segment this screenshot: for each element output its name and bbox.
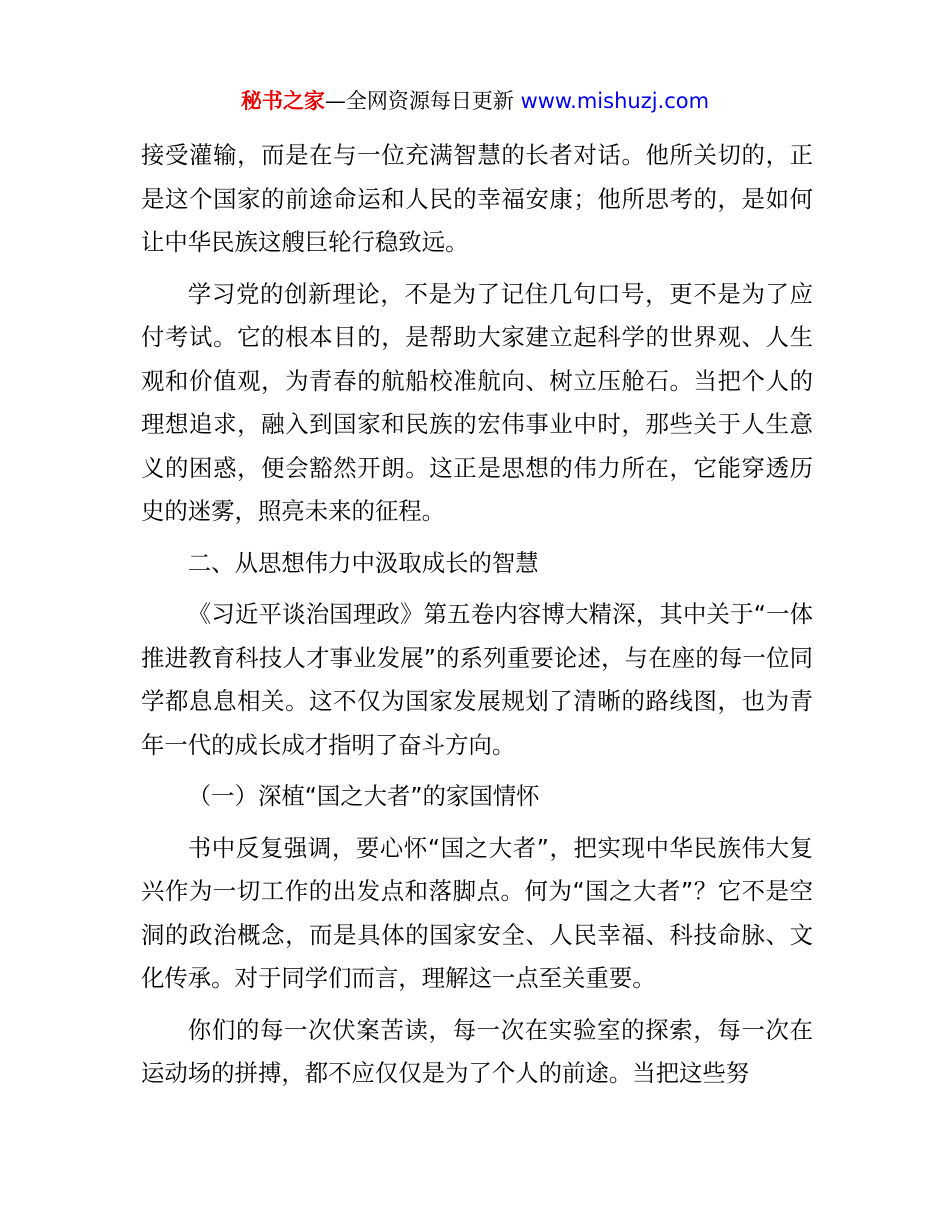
paragraph: 你们的每一次伏案苦读，每一次在实验室的探索，每一次在运动场的拼搏，都不应仅仅是为了个人的前途。当把这些努 — [141, 1015, 813, 1087]
site-url-link[interactable]: www.mishuzj.com — [520, 89, 710, 113]
page-header — [0, 86, 950, 116]
header-tagline: —全网资源每日更新 — [324, 89, 521, 113]
paragraph: 书中反复强调，要心怀“国之大者”，把实现中华民族伟大复兴作为一切工作的出发点和落脚点。何为“国之大者”？它不是空洞的政治概念，而是具体的国家安全、人民幸福、科技命脉、文化传承。对于同学们而言，理解这一点至关重要。 — [141, 833, 813, 992]
paragraph: 学习党的创新理论，不是为了记住几句口号，更不是为了应付考试。它的根本目的，是帮助大家建立起科学的世界观、人生观和价值观，为青春的航船校准航向、树立压舱石。当把个人的理想追求，融入到国家和民族的宏伟事业中时，那些关于人生意义的困惑，便会豁然开朗。这正是思想的伟力所在，它能穿透历史的迷雾，照亮未来的征程。 — [141, 279, 813, 525]
paragraph-continuation: 接受灌输，而是在与一位充满智慧的长者对话。他所关切的，正是这个国家的前途命运和人民的幸福安康；他所思考的，是如何让中华民族这艘巨轮行稳致远。 — [141, 141, 813, 256]
document-body — [141, 134, 813, 1104]
brand-name: 秘书之家 — [240, 89, 325, 113]
section-heading: 二、从思想伟力中汲取成长的智慧 — [187, 548, 539, 577]
paragraph: 《习近平谈治国理政》第五卷内容博大精深，其中关于“一体推进教育科技人才事业发展”的系列重要论述，与在座的每一位同学都息息相关。这不仅为国家发展规划了清晰的路线图，也为青年一代的成长成才指明了奋斗方向。 — [141, 600, 813, 759]
subsection-heading: （一）深植“国之大者”的家国情怀 — [187, 782, 540, 810]
